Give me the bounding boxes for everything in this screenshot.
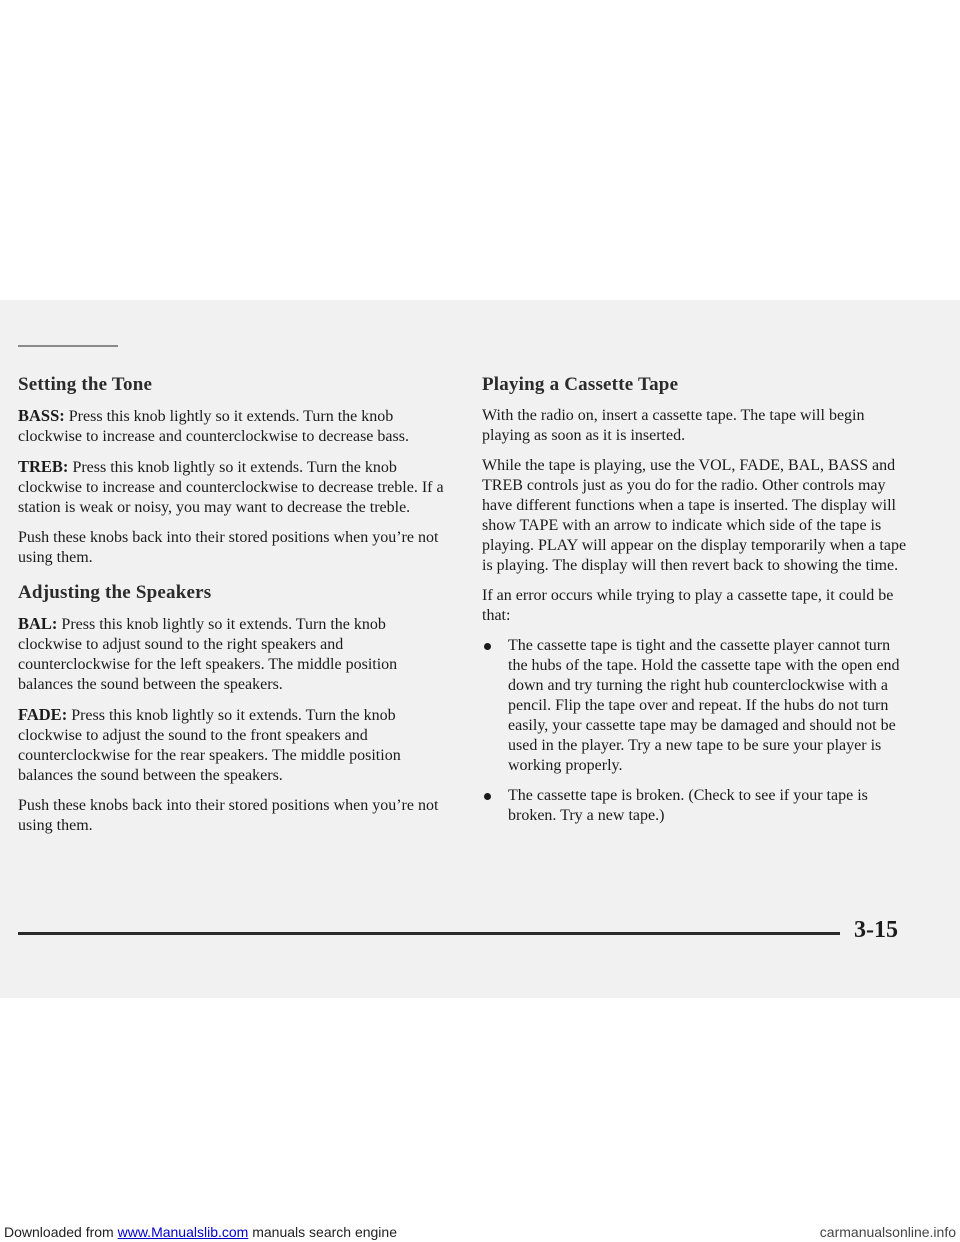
manualslib-link[interactable]: www.Manualslib.com	[117, 1224, 249, 1240]
footer-rule	[18, 932, 840, 935]
fade-text: Press this knob lightly so it extends. Turn the knob clockwise to adjust the sound to the front speakers and counterclockwise for the rear speakers. The middle position balances the sound between the speakers.	[18, 707, 401, 784]
fade-paragraph	[18, 705, 448, 786]
watermark: carmanualsonline.info	[819, 1224, 956, 1240]
list-item	[482, 786, 912, 826]
bal-paragraph	[18, 614, 448, 695]
treb-text: Press this knob lightly so it extends. Turn the knob clockwise to increase and counterclockwise to decrease treble. If a station is weak or noisy, you may want to decrease the treble.	[18, 459, 444, 516]
download-footer	[0, 1223, 960, 1242]
left-column	[18, 374, 448, 846]
list-item	[482, 636, 912, 776]
fade-label: FADE:	[18, 705, 68, 724]
blank-bottom-margin	[0, 998, 960, 1242]
bass-paragraph	[18, 406, 448, 447]
list-item-text: The cassette tape is broken. (Check to see if your tape is broken. Try a new tape.)	[508, 787, 868, 824]
cassette-para-1: With the radio on, insert a cassette tape. The tape will begin playing as soon as it is inserted.	[482, 407, 865, 444]
download-prefix: Downloaded from	[4, 1224, 114, 1240]
download-suffix: manuals search engine	[252, 1224, 397, 1240]
treb-paragraph	[18, 457, 448, 518]
cassette-para-2: While the tape is playing, use the VOL, FADE, BAL, BASS and TREB controls just as you do for the radio. Other controls may have different functions when a tape is inserted. The display will show TAPE with an arrow to indicate which side of the tape is playing. PLAY will appear on the display temporarily when a tape is playing. The display will then revert back to showing the time.	[482, 457, 907, 574]
page-number: 3-15	[854, 917, 898, 943]
bal-label: BAL:	[18, 614, 58, 633]
cassette-heading: Playing a Cassette Tape	[482, 374, 679, 395]
bass-label: BASS:	[18, 406, 65, 425]
bullet-icon	[484, 643, 491, 650]
error-causes-list	[482, 636, 912, 826]
bass-text: Press this knob lightly so it extends. Turn the knob clockwise to increase and counterclockwise to decrease bass.	[18, 408, 409, 445]
speakers-push-paragraph: Push these knobs back into their stored positions when you’re not using them.	[18, 797, 439, 834]
setting-tone-heading: Setting the Tone	[18, 374, 153, 395]
bal-text: Press this knob lightly so it extends. Turn the knob clockwise to adjust sound to the right speakers and counterclockwise for the left speakers. The middle position balances the sound between the speakers.	[18, 616, 398, 693]
treb-label: TREB:	[18, 457, 69, 476]
adjusting-speakers-heading: Adjusting the Speakers	[18, 582, 212, 603]
blank-top-margin	[0, 0, 960, 300]
tone-push-paragraph: Push these knobs back into their stored positions when you’re not using them.	[18, 529, 439, 566]
header-rule	[18, 345, 118, 347]
download-credit	[4, 1223, 397, 1242]
list-item-text: The cassette tape is tight and the cassette player cannot turn the hubs of the tape. Hold the cassette tape with the open end down and try turning the right hub counterclockwise with a pencil. Flip the tape over and repeat. If the hubs do not turn easily, your cassette tape may be damaged and should not be used in the player. Try a new tape to be sure your player is working properly.	[508, 637, 900, 774]
cassette-para-3: If an error occurs while trying to play a cassette tape, it could be that:	[482, 587, 894, 624]
bullet-icon	[484, 793, 491, 800]
right-column	[482, 374, 912, 836]
